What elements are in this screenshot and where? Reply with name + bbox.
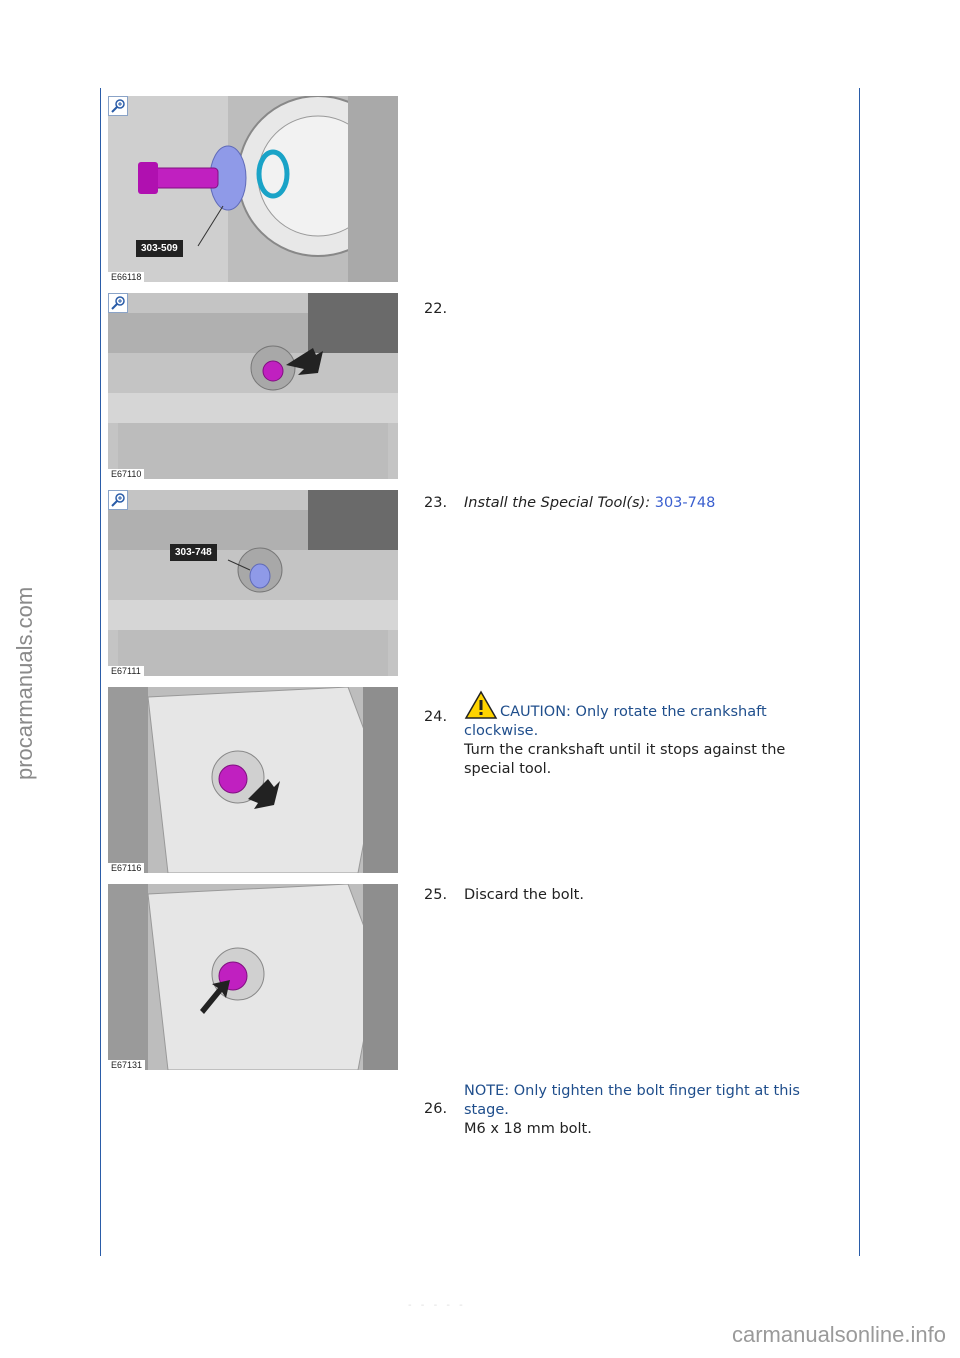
step-instruction: Install the Special Tool(s): (464, 495, 651, 511)
step-instruction: Turn the crankshaft until it stops against the special tool. (464, 742, 786, 777)
step-number: 24. (424, 709, 448, 725)
tool-callout: 303-509 (136, 240, 183, 257)
figure-e67110 (108, 293, 398, 479)
step-number: 26. (424, 1101, 448, 1117)
figure-illustration (108, 687, 398, 873)
step-number: 25. (424, 887, 448, 903)
zoom-in-icon[interactable] (108, 490, 128, 510)
right-rule (859, 88, 860, 1256)
step-body (464, 690, 824, 779)
page-number: - - - - - (408, 1300, 466, 1311)
figure-e66118 (108, 96, 398, 282)
figure-illustration (108, 884, 398, 1070)
figure-code: E67110 (108, 469, 144, 479)
side-watermark: procarmanuals.com (12, 586, 37, 780)
figure-illustration (108, 293, 398, 479)
tool-callout: 303-748 (170, 544, 217, 561)
zoom-in-icon[interactable] (108, 96, 128, 116)
figure-e67131 (108, 884, 398, 1070)
step-number: 23. (424, 495, 448, 511)
step-instruction: M6 x 18 mm bolt. (464, 1121, 592, 1137)
figure-illustration (108, 490, 398, 676)
special-tool-link[interactable]: 303-748 (654, 495, 716, 511)
figure-code: E67131 (108, 1060, 145, 1070)
bottom-watermark: carmanualsonline.info (731, 1322, 946, 1347)
left-rule (100, 88, 101, 1256)
figure-code: E67111 (108, 666, 144, 676)
caution-note (464, 690, 824, 741)
step-body (464, 494, 824, 513)
caution-text: CAUTION: Only rotate the crankshaft clockwise. (464, 704, 767, 739)
figure-code: E66118 (108, 272, 144, 282)
zoom-in-icon[interactable] (108, 293, 128, 313)
figure-code: E67116 (108, 863, 144, 873)
step-body (464, 1082, 824, 1139)
warning-triangle-icon (464, 690, 498, 720)
step-instruction: Discard the bolt. (464, 887, 584, 903)
figure-e67116 (108, 687, 398, 873)
step-number: 22. (424, 301, 448, 317)
figure-e67111 (108, 490, 398, 676)
note-text: NOTE: Only tighten the bolt finger tight at this stage. (464, 1083, 800, 1118)
